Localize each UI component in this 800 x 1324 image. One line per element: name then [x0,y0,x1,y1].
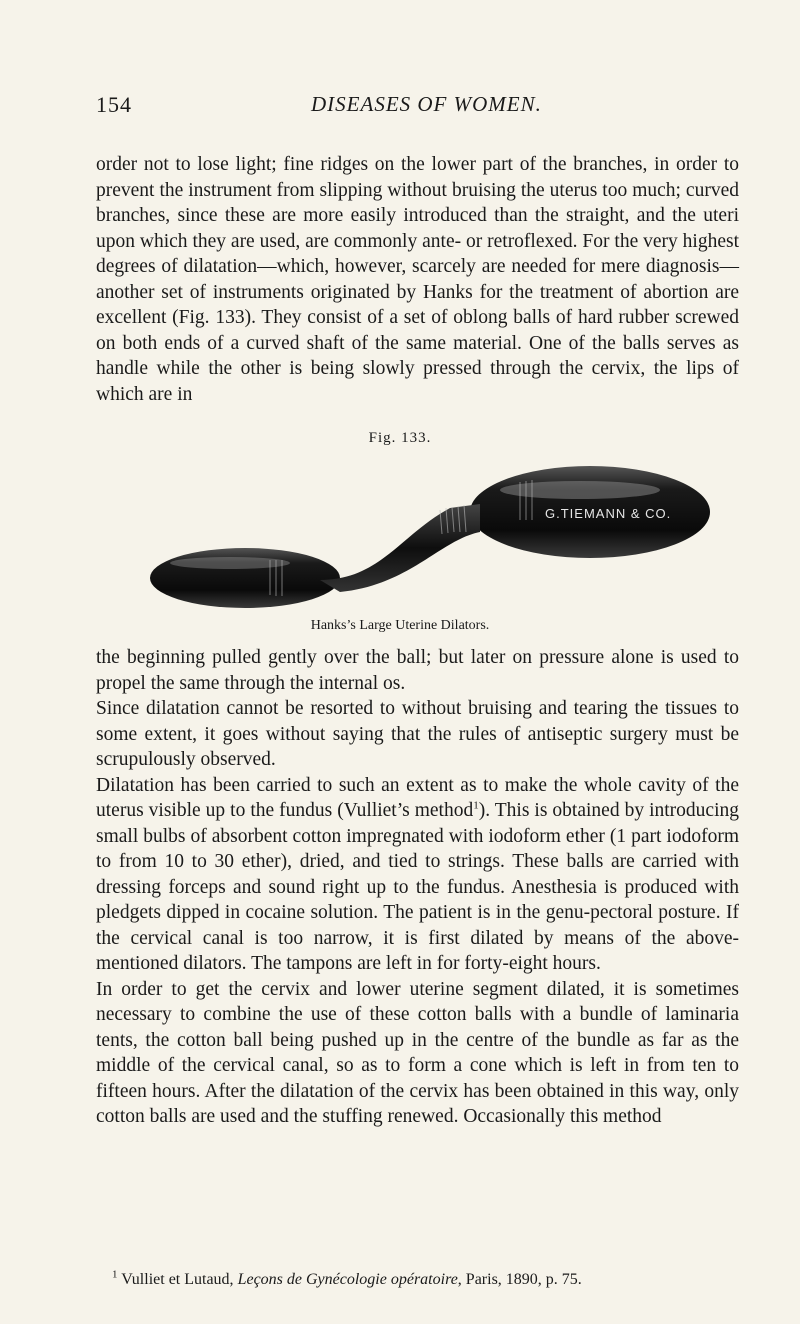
curved-shaft-shape [320,504,480,592]
lower-ball-shape [150,548,340,608]
paragraph-text: Since dilatation cannot be resorted to without bruising and tearing the tissues to some extent, it goes without saying that the rules of antiseptic surgery must be scrupulously observed. [96,698,739,770]
running-head [96,92,736,126]
footnote-text: Vulliet et Lutaud, [117,1271,238,1288]
paragraph-text: ). This is obtained by introducing small bulbs of absorbent cotton impregnated with iodoform ether (1 part iodoform to from 10 to 30 ether), dried, and tied to strings. These balls are carried with dressing forceps and sound right up to the fundus. Anesthesia is produced with pledgets dipped in cocaine solution. The patient is in the genu-pectoral posture. If the cervical canal is too narrow, it is first dilated by means of the above-mentioned dilators. The tampons are left in for forty-eight hours. [96,800,739,974]
running-title: DISEASES OF WOMEN. [311,92,542,116]
figure-label: Fig. 133. [368,430,432,446]
maker-engraving: G.TIEMANN & CO. [545,506,672,521]
footnote-text: , Paris, 1890, p. 75. [457,1271,582,1288]
uterine-dilator-illustration [150,460,710,610]
footnote-ref: 1 [473,799,479,812]
paragraph-text: order not to lose light; fine ridges on the lower part of the branches, in order to prevent the instrument from slipping without bruising the uterus too much; curved branches, since these are more easily introduced than the straight, and the uteri upon which they are used, are commonly ante- or retroflexed. For the very highest degrees of dilatation—which, however, scarcely are needed for mere diagnosis—another set of instruments originated by Hanks for the treatment of abortion are excellent (Fig. 133). They consist of a set of oblong balls of hard rubber screwed on both ends of a curved shaft of the same material. One of the balls serves as handle while the other is being slowly pressed through the cervix, the lips of which are in [96,154,739,405]
page-number: 154 [96,92,132,117]
paragraph-text: the beginning pulled gently over the ball; but later on pressure alone is used to propel the same through the internal os. [96,647,739,694]
footnote [112,1268,752,1289]
paragraph-text: Dilatation has been carried to such an extent as to make the whole cavity of the uterus visible up to the fundus (Vulliet’s method [96,774,739,821]
paragraph-vulliet [96,773,739,977]
paragraph-continued [96,152,739,407]
footnote-book-title: Leçons de Gynécologie opératoire [237,1271,458,1288]
figure-caption: Hanks’s Large Uterine Dilators. [310,618,490,633]
main-text [96,645,739,1130]
footnote-marker: 1 [112,1268,118,1281]
paragraph-text: In order to get the cervix and lower uterine segment dilated, it is sometimes necessary to combine the use of these cotton balls with a bundle of laminaria tents, the cotton ball being pushed up in the centre of the bundle as far as the middle of the cervical canal, so as to form a cone which is left in from ten to fifteen hours. After the dilatation of the cervix has been obtained in this way, only cotton balls are used and the stuffing renewed. Occasionally this method [96,978,739,1127]
